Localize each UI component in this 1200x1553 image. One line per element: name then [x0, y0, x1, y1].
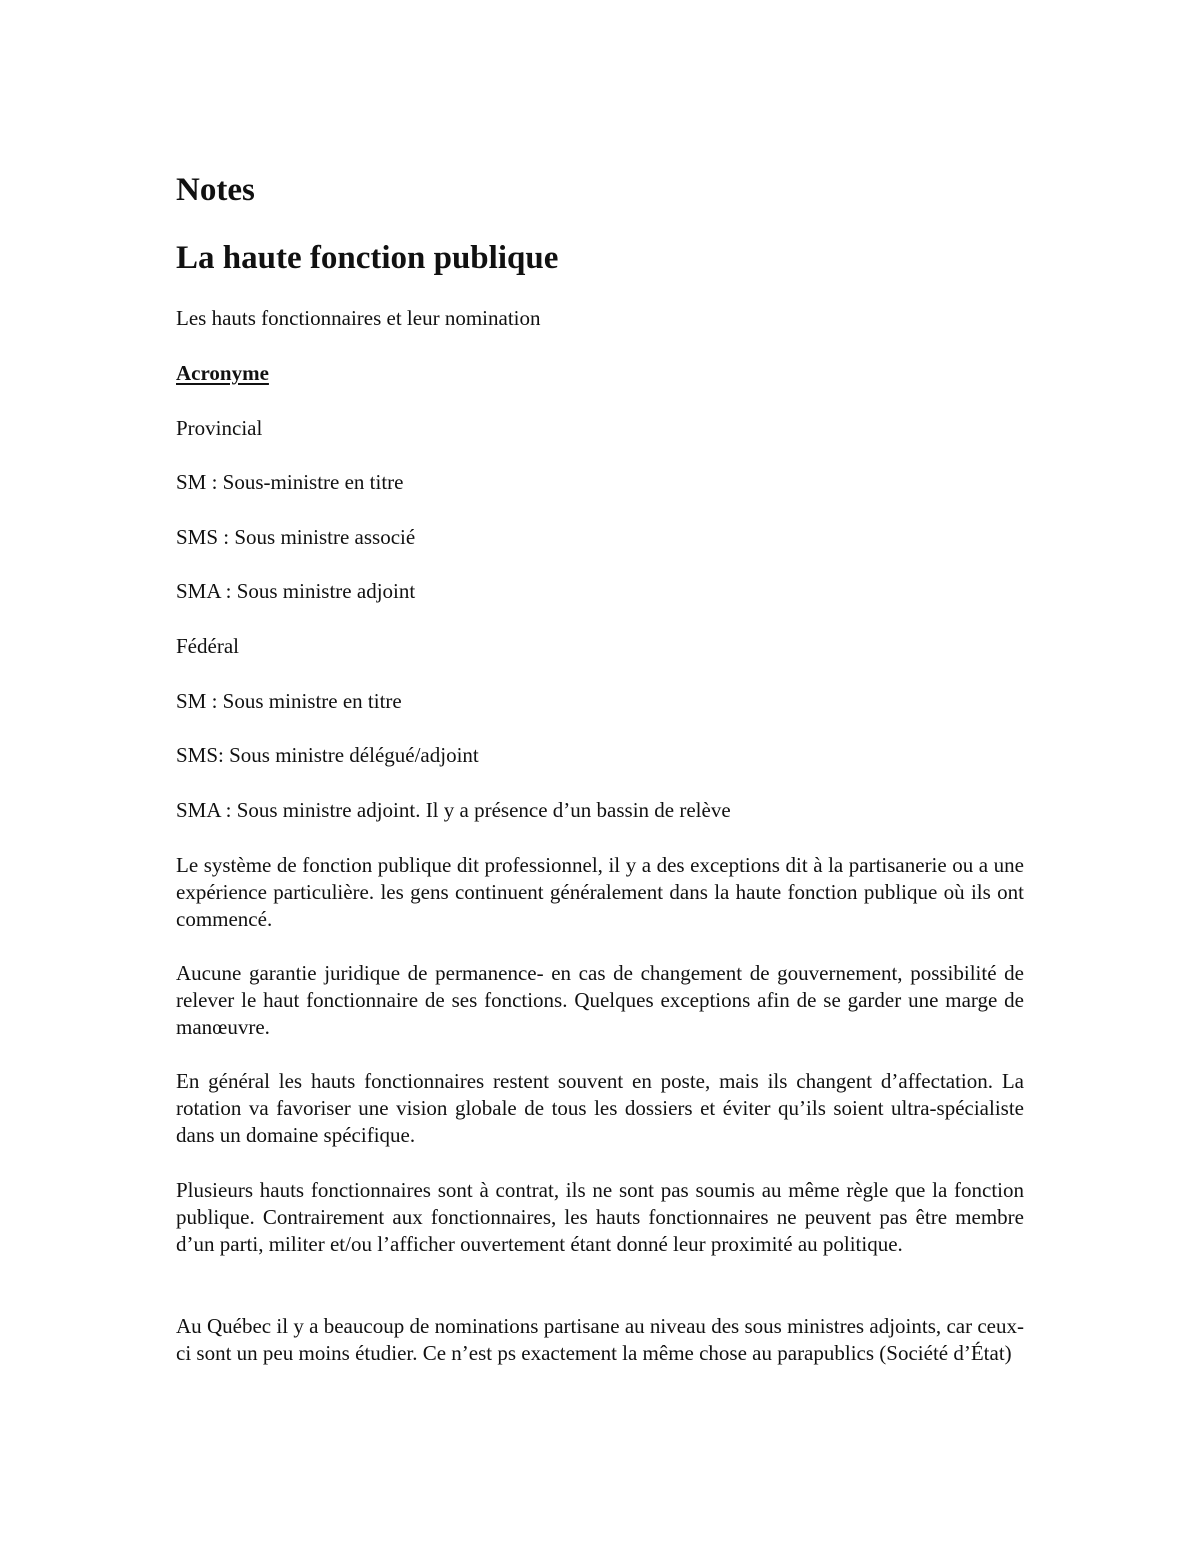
document-subtitle: Les hauts fonctionnaires et leur nomination	[176, 306, 541, 330]
paragraph: Plusieurs hauts fonctionnaires sont à contrat, ils ne sont pas soumis au même règle que la fonction publique. Contrairement aux fonctionnaires, les hauts fonctionnaires ne peuvent pas être membre d’un parti, militer et/ou l’afficher ouvertement étant donné leur proximité au politique.	[176, 1178, 1024, 1256]
list-item: SMA : Sous ministre adjoint. Il y a présence d’un bassin de relève	[176, 798, 731, 822]
list-item: SMS : Sous ministre associé	[176, 525, 416, 549]
document-heading: La haute fonction publique	[176, 240, 559, 276]
list-item: SM : Sous ministre en titre	[176, 689, 402, 713]
group-label-federal: Fédéral	[176, 634, 239, 658]
list-item: SMS: Sous ministre délégué/adjoint	[176, 743, 479, 767]
paragraph: Au Québec il y a beaucoup de nominations partisane au niveau des sous ministres adjoints, car ceux-ci sont un peu moins étudier. Ce n’est ps exactement la même chose au parapublics (Société d’État)	[176, 1314, 1024, 1365]
paragraph: Le système de fonction publique dit professionnel, il y a des exceptions dit à la partisanerie ou a une expérience particulière. les gens continuent généralement dans la haute fonction publique où ils ont commencé.	[176, 853, 1024, 931]
paragraph: En général les hauts fonctionnaires restent souvent en poste, mais ils changent d’affectation. La rotation va favoriser une vision globale de tous les dossiers et éviter qu’ils soient ultra-spécialiste dans un domaine spécifique.	[176, 1069, 1024, 1147]
paragraph: Aucune garantie juridique de permanence- en cas de changement de gouvernement, possibilité de relever le haut fonctionnaire de ses fonctions. Quelques exceptions afin de se garder une marge de manœuvre.	[176, 961, 1024, 1039]
section-label-acronyme: Acronyme	[176, 361, 269, 385]
group-label-provincial: Provincial	[176, 416, 263, 440]
list-item: SMA : Sous ministre adjoint	[176, 579, 416, 603]
document-title: Notes	[176, 172, 255, 208]
list-item: SM : Sous-ministre en titre	[176, 470, 404, 494]
